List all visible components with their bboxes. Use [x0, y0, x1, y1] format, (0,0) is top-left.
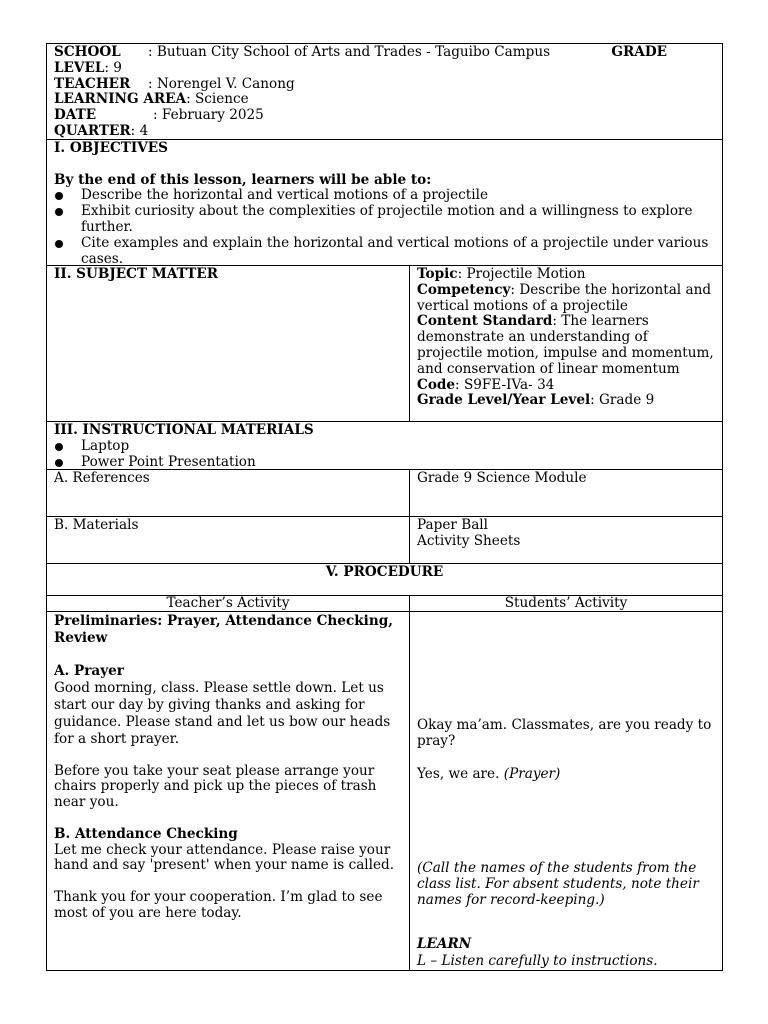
- prayer-heading: A. Prayer: [54, 662, 124, 679]
- procedure-heading-cell: [46, 563, 723, 596]
- references-value-cell: [409, 469, 723, 517]
- grade-level-year-value: : Grade 9: [590, 392, 655, 409]
- code-line: [417, 378, 715, 394]
- teacher-column-label: Teacher’s Activity: [166, 595, 290, 611]
- grade-level-year-line: [417, 393, 715, 409]
- learning-area-line: [54, 92, 715, 108]
- code-label: Code: [417, 376, 456, 393]
- objectives-cell: [46, 139, 723, 266]
- quarter-label: QUARTER: [54, 122, 131, 139]
- call-names-note: (Call the names of the students from the class list. For absent students, note their names for record-keeping.): [417, 860, 699, 908]
- teacher-value: : Norengel V. Canong: [148, 75, 295, 92]
- learning-area-label: LEARNING AREA: [54, 91, 187, 108]
- subject-matter-details-cell: [409, 265, 723, 422]
- yes-line: [417, 767, 715, 783]
- objectives-intro: By the end of this lesson, learners will be able to:: [54, 171, 432, 188]
- content-standard-line: [417, 314, 715, 377]
- material-item: Power Point Presentation: [54, 455, 715, 470]
- grade-level-label: LEVEL: [54, 59, 105, 76]
- subject-matter-heading: II. SUBJECT MATTER: [54, 266, 219, 282]
- date-label: DATE: [54, 107, 97, 124]
- instructional-materials-cell: [46, 421, 723, 470]
- thanks-text: Thank you for your cooperation. I’m glad to see most of you are here today.: [54, 888, 383, 921]
- grade-level-year-label: Grade Level/Year Level: [417, 392, 591, 409]
- materials-value: Activity Sheets: [417, 532, 521, 549]
- objective-item: Exhibit curiosity about the complexities of projectile motion and a willingness to explore further.: [54, 204, 715, 236]
- grade-line: [54, 61, 715, 77]
- references-value: Grade 9 Science Module: [417, 470, 587, 486]
- teacher-column-header: [46, 595, 410, 612]
- attendance-text: Let me check your attendance. Please raise your hand and say 'present' when your name is called.: [54, 841, 395, 874]
- grade-level-value: : 9: [104, 59, 122, 76]
- date-value: : February 2025: [153, 107, 264, 124]
- topic-line: [417, 267, 715, 283]
- quarter-line: [54, 124, 715, 140]
- yes-text: Yes, we are.: [417, 766, 500, 782]
- content-standard-label: Content Standard: [417, 313, 553, 330]
- seat-text: Before you take your seat please arrange your chairs properly and pick up the pieces of trash near you.: [54, 762, 377, 811]
- teacher-line: [54, 77, 715, 93]
- subject-matter-label-cell: [46, 265, 410, 422]
- preliminaries-heading: Preliminaries: Prayer, Attendance Checking, Review: [54, 613, 393, 646]
- topic-label: Topic: [417, 266, 458, 282]
- materials-value-cell: [409, 516, 723, 564]
- code-value: : S9FE-IVa- 34: [455, 376, 555, 393]
- school-line: [54, 45, 715, 61]
- references-label: A. References: [54, 470, 150, 486]
- procedure-heading: V. PROCEDURE: [325, 564, 444, 580]
- grade-label: GRADE: [611, 44, 667, 60]
- teacher-label: TEACHER: [54, 75, 131, 92]
- objectives-heading: I. OBJECTIVES: [54, 140, 168, 156]
- materials-label-cell: [46, 516, 410, 564]
- quarter-value: : 4: [130, 122, 149, 139]
- prayer-text: Good morning, class. Please settle down. Let us start our day by giving thanks and asking for guidance. Please stand and let us bow our heads for a short prayer.: [54, 679, 391, 747]
- date-line: [54, 108, 715, 124]
- school-label: SCHOOL: [54, 44, 121, 60]
- objectives-list: [54, 188, 715, 266]
- teacher-activity-cell: [46, 611, 410, 971]
- students-activity-cell: [409, 611, 723, 971]
- learn-l-text: L – Listen carefully to instructions.: [417, 953, 658, 969]
- competency-value: : Describe the horizontal and vertical motions of a projectile: [417, 281, 712, 314]
- header-cell: [46, 43, 723, 140]
- topic-value: : Projectile Motion: [457, 266, 586, 282]
- instructional-materials-list: [54, 439, 715, 470]
- materials-value: Paper Ball: [417, 517, 488, 533]
- objective-item: Cite examples and explain the horizontal and vertical motions of a projectile under various cases.: [54, 236, 715, 266]
- objective-item: Describe the horizontal and vertical motions of a projectile: [54, 188, 715, 204]
- prayer-note: (Prayer): [503, 766, 561, 782]
- competency-label: Competency: [417, 281, 511, 298]
- references-label-cell: [46, 469, 410, 517]
- students-column-label: Students’ Activity: [504, 595, 628, 611]
- instructional-materials-heading: III. INSTRUCTIONAL MATERIALS: [54, 422, 314, 438]
- attendance-heading: B. Attendance Checking: [54, 825, 238, 842]
- ready-text: Okay ma’am. Classmates, are you ready to pray?: [417, 717, 712, 749]
- content-standard-value: : The learners demonstrate an understanding of projectile motion, impulse and momentum, and conservation of linear momentum: [417, 313, 714, 377]
- materials-label: B. Materials: [54, 517, 139, 533]
- students-column-header: [409, 595, 723, 612]
- school-value: : Butuan City School of Arts and Trades - Taguibo Campus: [148, 44, 551, 60]
- material-item: Laptop: [54, 439, 715, 455]
- competency-line: [417, 283, 715, 315]
- learning-area-value: : Science: [186, 91, 249, 108]
- learn-heading: LEARN: [417, 936, 472, 952]
